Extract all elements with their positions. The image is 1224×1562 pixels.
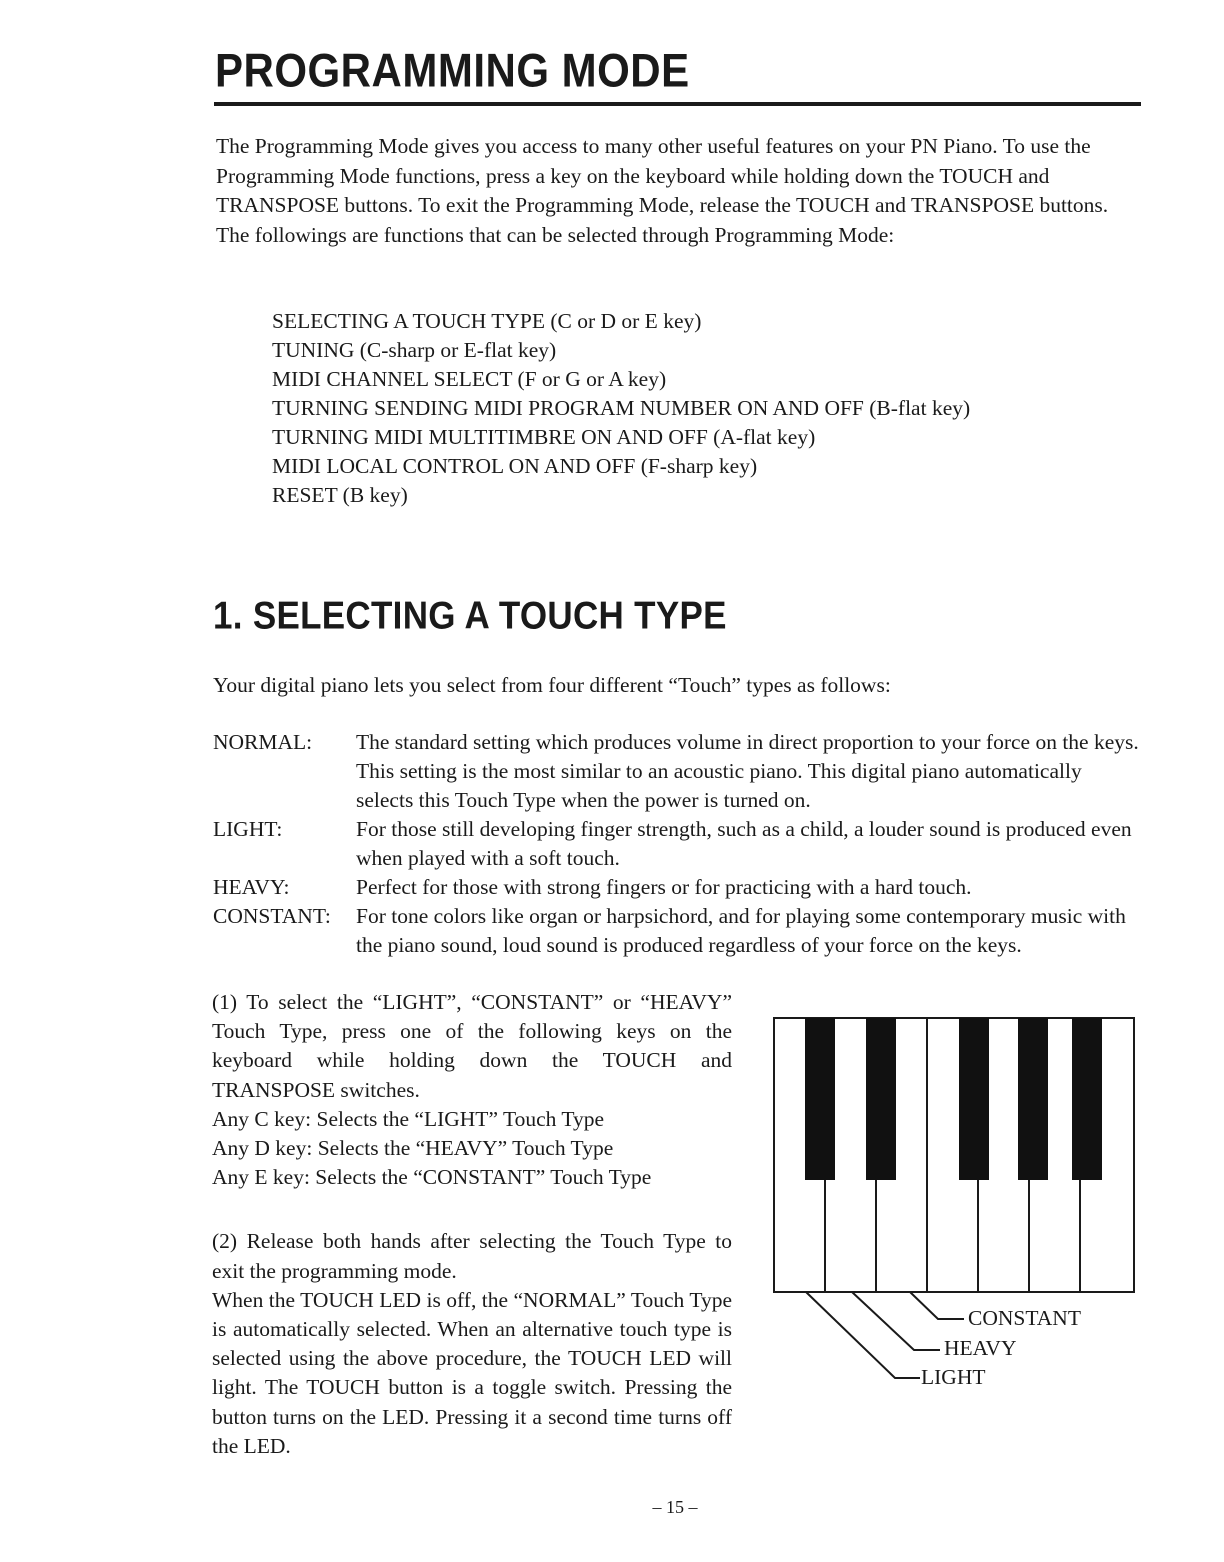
black-key-f-sharp [959, 1018, 989, 1180]
section-heading: 1. SELECTING A TOUCH TYPE [213, 594, 727, 638]
definition-light [213, 815, 1143, 873]
step-2-note: When the TOUCH LED is off, the “NORMAL” Touch Type is automatically selected. When an alternative touch type is selected using the above procedure, the TOUCH LED will light. The TOUCH button is a toggle switch. Pressing the button turns on the LED. Pressing it a second time turns off the LED. [212, 1287, 732, 1458]
definition-desc: For those still developing finger strength, such as a child, a louder sound is produced even when played with a soft touch. [356, 817, 1132, 870]
instruction-steps [212, 988, 732, 1461]
label-heavy: HEAVY [944, 1336, 1017, 1360]
intro-list-lead: The followings are functions that can be selected through Programming Mode: [216, 222, 895, 247]
step-1: (1) To select the “LIGHT”, “CONSTANT” or “HEAVY” Touch Type, press one of the following keys on the keyboard while holding down the TOUCH and TRANSPOSE switches. [212, 990, 732, 1102]
definition-term: LIGHT: [213, 817, 283, 841]
definition-desc: For tone colors like organ or harpsichord, and for playing some contemporary music with the piano sound, loud sound is produced regardless of your force on the keys. [356, 904, 1126, 957]
definition-term: CONSTANT: [213, 904, 331, 928]
list-item: SELECTING A TOUCH TYPE (C or D or E key) [272, 309, 702, 333]
spacer [212, 1192, 732, 1227]
title-rule [214, 102, 1141, 106]
definition-term: NORMAL: [213, 730, 313, 754]
intro-paragraph: The Programming Mode gives you access to many other useful features on your PN Piano. To use the Programming Mode functions, press a key on the keyboard while holding down the TOUCH and TRANSPOSE buttons. To exit the Programming Mode, release the TOUCH and TRANSPOSE buttons. [216, 134, 1109, 217]
definition-term: HEAVY: [213, 875, 290, 899]
list-item: MIDI CHANNEL SELECT (F or G or A key) [272, 367, 667, 391]
definition-normal [213, 728, 1143, 815]
label-constant: CONSTANT [968, 1306, 1081, 1330]
label-light: LIGHT [921, 1365, 986, 1389]
leader-line-light [806, 1292, 920, 1378]
definition-constant [213, 902, 1143, 960]
step-2: (2) Release both hands after selecting the Touch Type to exit the programming mode. [212, 1229, 732, 1283]
page-title: PROGRAMMING MODE [215, 44, 690, 97]
section-intro: Your digital piano lets you select from four different “Touch” types as follows: [213, 673, 891, 697]
definition-desc: The standard setting which produces volume in direct proportion to your force on the keys. This setting is the most similar to an acoustic piano. This digital piano automatically selects this Touch Type when the power is turned on. [356, 730, 1139, 812]
key-map-item: Any E key: Selects the “CONSTANT” Touch Type [212, 1165, 652, 1190]
leader-line-constant [910, 1292, 964, 1319]
intro-text [216, 132, 1146, 250]
list-item: TURNING MIDI MULTITIMBRE ON AND OFF (A-flat key) [272, 425, 816, 449]
black-key-c-sharp [805, 1018, 835, 1180]
black-key-d-sharp [866, 1018, 896, 1180]
list-item: TURNING SENDING MIDI PROGRAM NUMBER ON AND OFF (B-flat key) [272, 396, 971, 420]
definition-desc: Perfect for those with strong fingers or for practicing with a hard touch. [356, 875, 972, 899]
list-item: TUNING (C-sharp or E-flat key) [272, 338, 557, 362]
leader-line-heavy [852, 1292, 940, 1350]
touch-type-definitions [213, 728, 1143, 960]
black-key-a-sharp [1072, 1018, 1102, 1180]
list-item: MIDI LOCAL CONTROL ON AND OFF (F-sharp key) [272, 454, 758, 478]
key-map-item: Any D key: Selects the “HEAVY” Touch Type [212, 1136, 614, 1161]
black-key-g-sharp [1018, 1018, 1048, 1180]
page-number: – 15 – [652, 1497, 698, 1517]
function-list [272, 307, 970, 510]
keyboard-diagram [772, 1016, 1142, 1396]
list-item: RESET (B key) [272, 483, 408, 507]
key-map-item: Any C key: Selects the “LIGHT” Touch Type [212, 1106, 605, 1131]
definition-heavy [213, 873, 1143, 902]
